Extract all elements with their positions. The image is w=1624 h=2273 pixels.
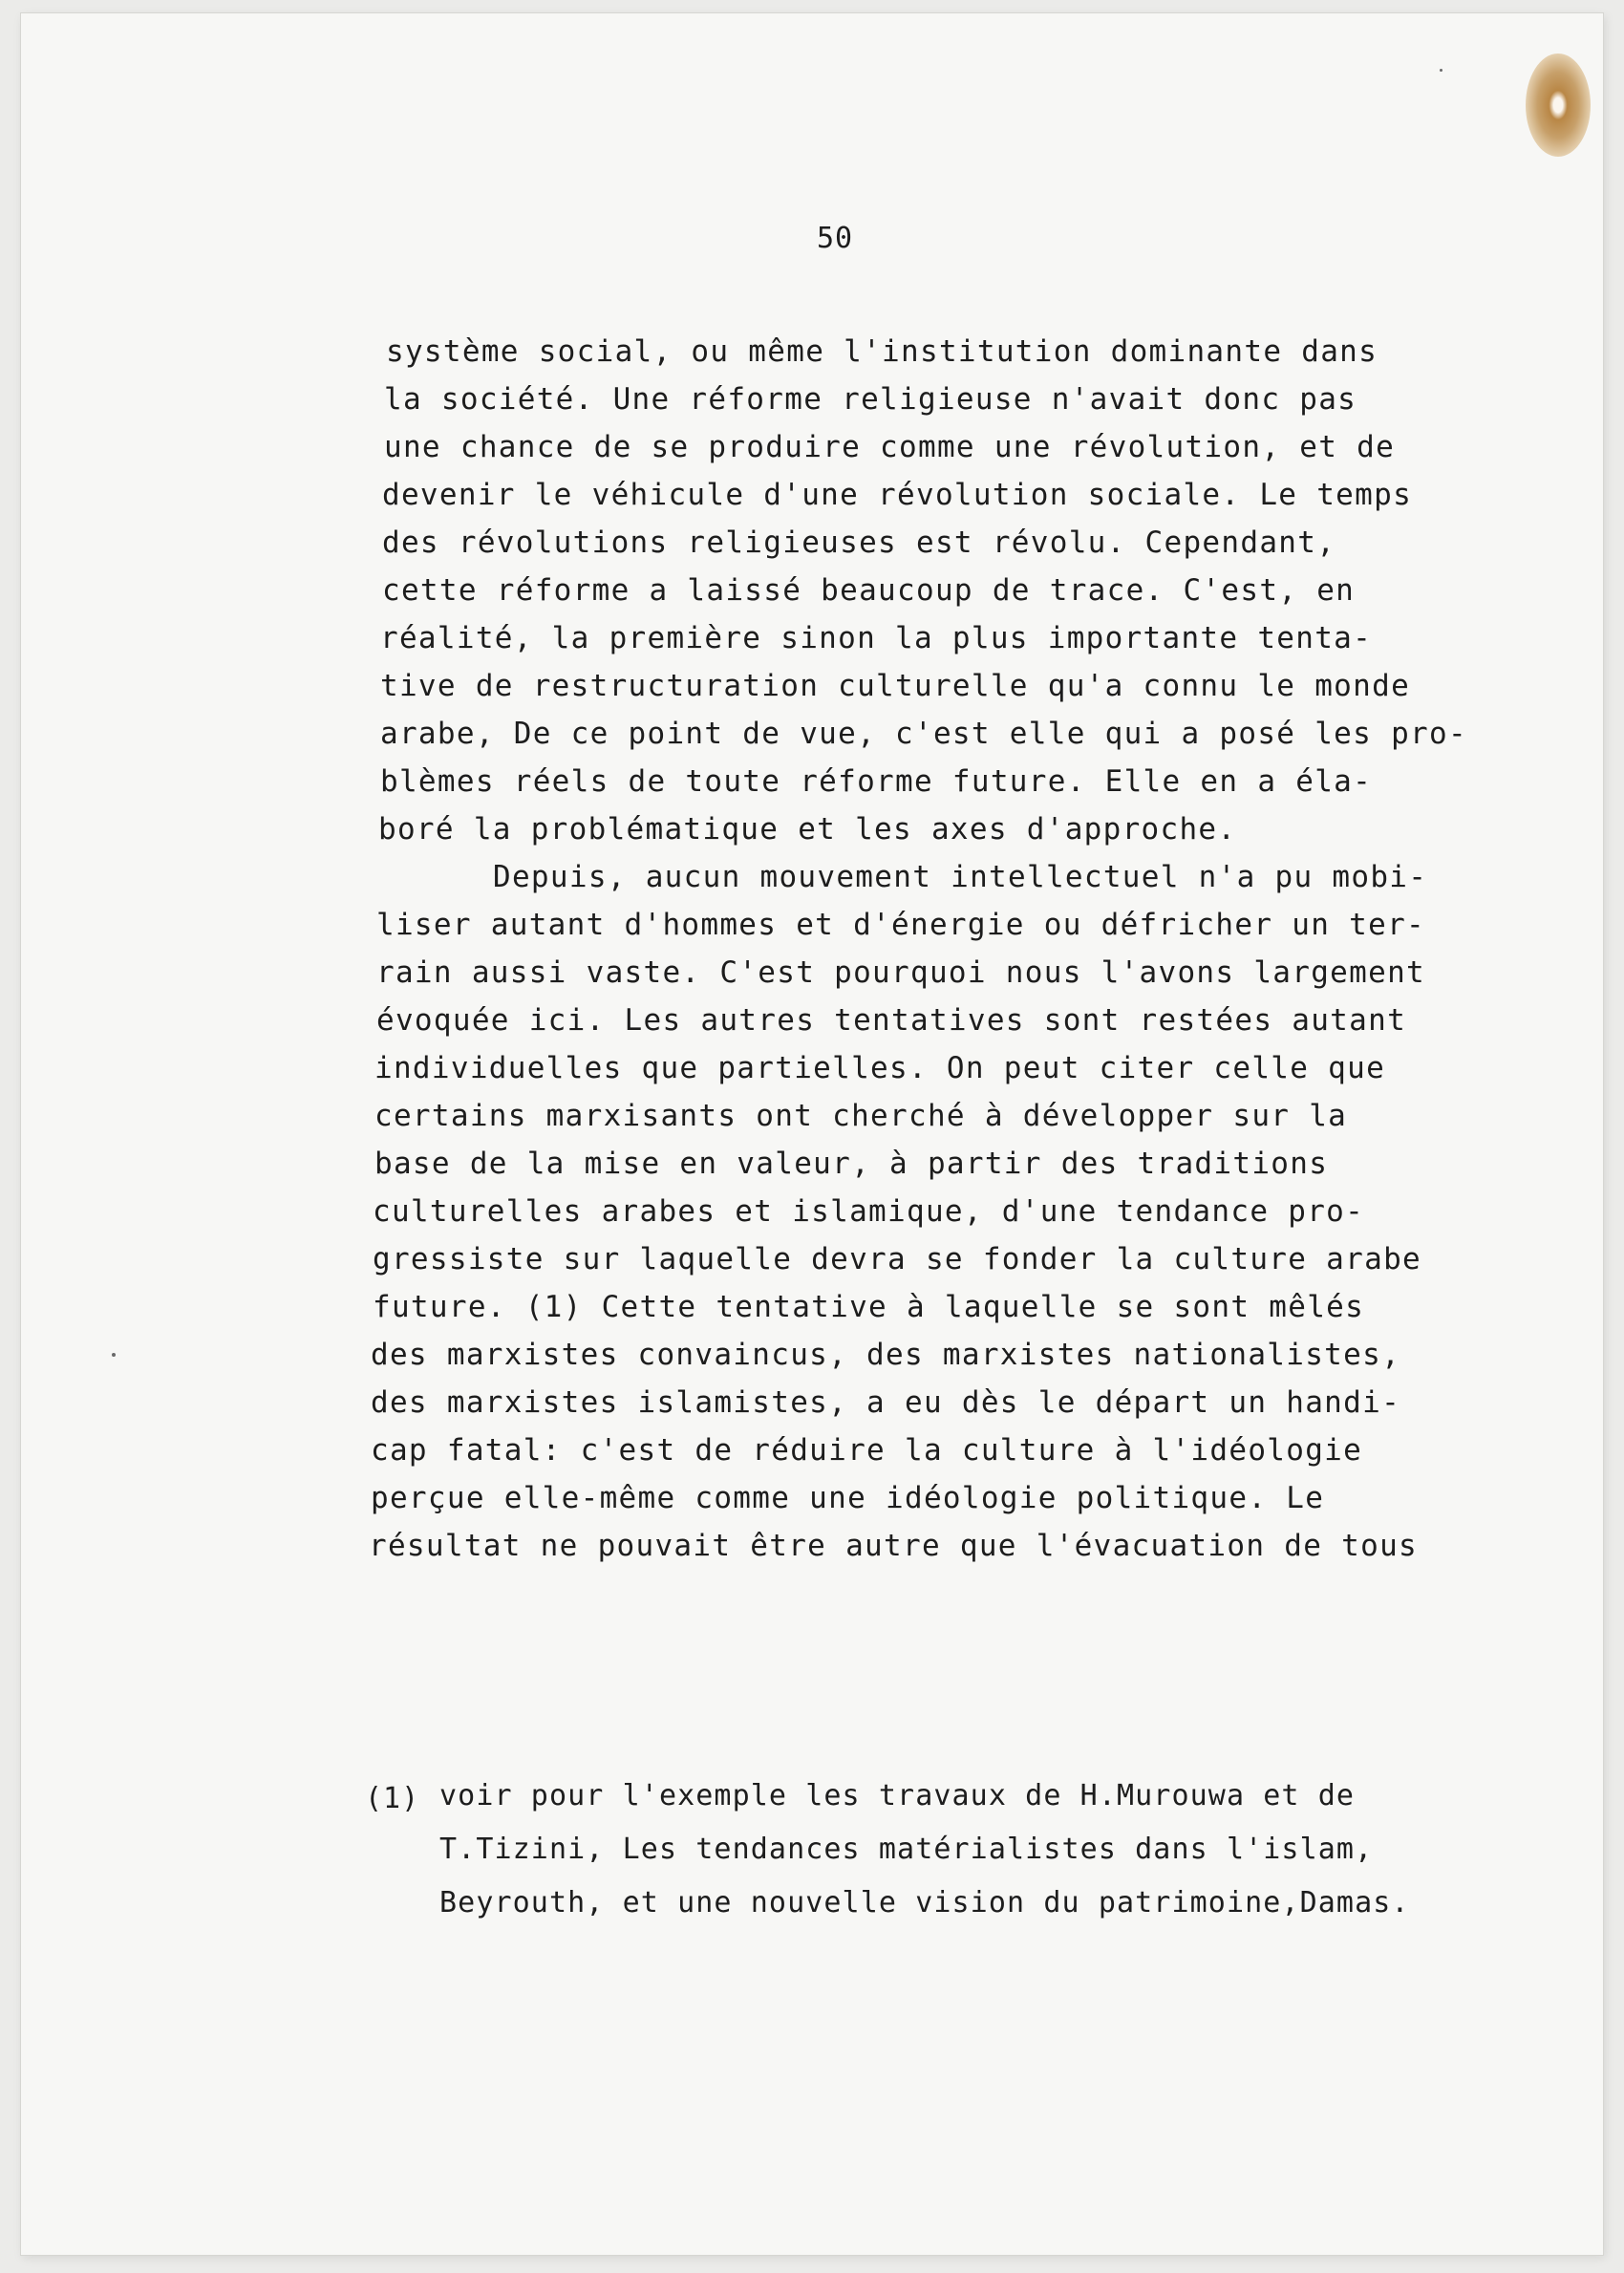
footnote-line: T.Tizini, Les tendances matérialistes dans l'islam, (439, 1833, 1374, 1866)
text-line: évoquée ici. Les autres tentatives sont restées autant (376, 1003, 1407, 1038)
text-line: des marxistes islamistes, a eu dès le départ un handi- (371, 1385, 1401, 1420)
text-line: cette réforme a laissé beaucoup de trace. C'est, en (382, 573, 1356, 608)
text-line: rain aussi vaste. C'est pourquoi nous l'avons largement (376, 955, 1425, 990)
text-line: des révolutions religieuses est révolu. Cependant, (382, 525, 1336, 560)
ink-speck (1440, 69, 1442, 72)
text-line: blèmes réels de toute réforme future. Elle en a éla- (380, 764, 1373, 799)
text-line: devenir le véhicule d'une révolution sociale. Le temps (382, 478, 1413, 512)
text-line: arabe, De ce point de vue, c'est elle qui a posé les pro- (380, 717, 1467, 751)
text-line: cap fatal: c'est de réduire la culture à l'idéologie (371, 1433, 1363, 1468)
text-line: future. (1) Cette tentative à laquelle se sont mêlés (373, 1290, 1365, 1324)
ink-speck (112, 1353, 116, 1357)
text-line: résultat ne pouvait être autre que l'évacuation de tous (369, 1529, 1418, 1563)
text-line: individuelles que partielles. On peut citer celle que (374, 1051, 1386, 1085)
text-line: gressiste sur laquelle devra se fonder la culture arabe (373, 1242, 1421, 1276)
paper-stain (1526, 54, 1591, 157)
page-number: 50 (817, 222, 854, 255)
text-line: liser autant d'hommes et d'énergie ou défricher un ter- (376, 908, 1425, 942)
text-line: boré la problématique et les axes d'approche. (378, 812, 1237, 847)
text-line: système social, ou même l'institution dominante dans (386, 334, 1378, 369)
text-line: culturelles arabes et islamique, d'une tendance pro- (373, 1194, 1365, 1229)
footnote-marker: (1) (365, 1782, 420, 1815)
text-line: réalité, la première sinon la plus importante tenta- (380, 621, 1373, 655)
text-line: tive de restructuration culturelle qu'a connu le monde (380, 669, 1411, 703)
text-line: Depuis, aucun mouvement intellectuel n'a pu mobi- (493, 860, 1428, 894)
footnote-line: voir pour l'exemple les travaux de H.Murouwa et de (439, 1779, 1356, 1812)
text-line: la société. Une réforme religieuse n'avait donc pas (384, 382, 1357, 417)
text-line: certains marxisants ont cherché à développer sur la (374, 1099, 1348, 1133)
text-line: des marxistes convaincus, des marxistes nationalistes, (371, 1338, 1401, 1372)
text-line: une chance de se produire comme une révolution, et de (384, 430, 1396, 464)
text-line: perçue elle-même comme une idéologie politique. Le (371, 1481, 1325, 1515)
footnote-line: Beyrouth, et une nouvelle vision du patrimoine,Damas. (439, 1886, 1410, 1919)
text-line: base de la mise en valeur, à partir des traditions (374, 1147, 1329, 1181)
